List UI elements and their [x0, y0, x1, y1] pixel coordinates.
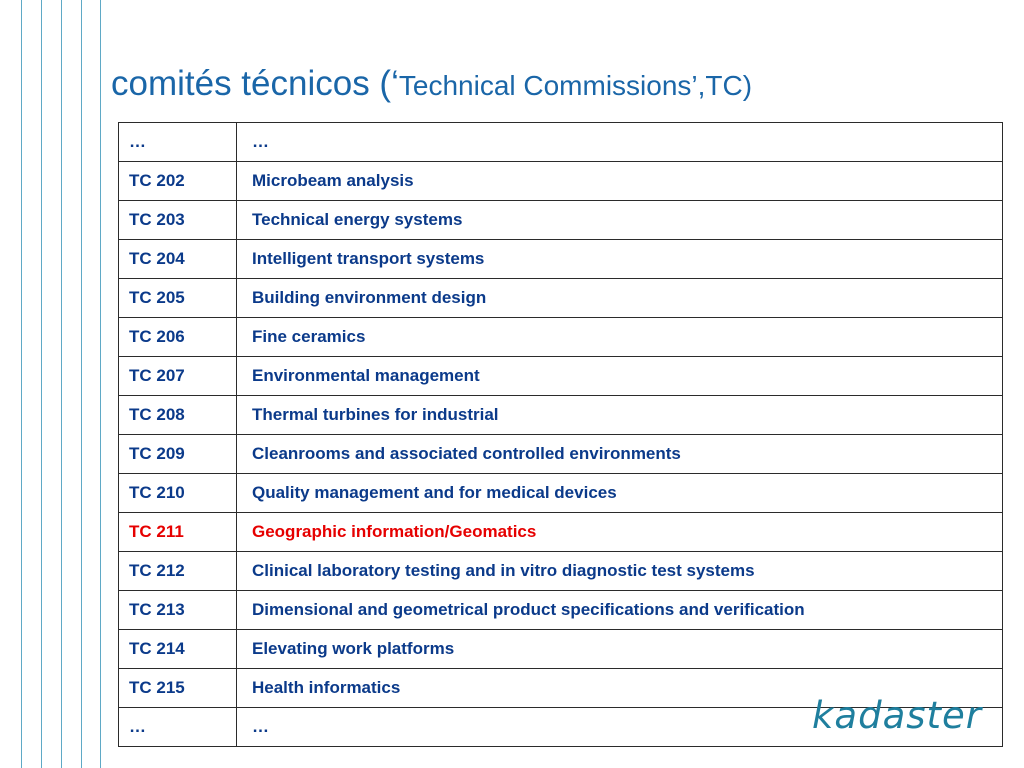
- tc-code-cell: TC 211: [119, 513, 237, 552]
- tc-name-cell: Dimensional and geometrical product specifications and verification: [237, 591, 1003, 630]
- tc-code-cell: TC 215: [119, 669, 237, 708]
- table-row: [119, 201, 1003, 240]
- tc-name-cell: …: [237, 708, 1003, 747]
- tc-code-cell: TC 204: [119, 240, 237, 279]
- tc-name-cell: Building environment design: [237, 279, 1003, 318]
- decor-line: [100, 0, 101, 768]
- tc-code-cell: …: [119, 123, 237, 162]
- decor-line: [21, 0, 22, 768]
- tc-name-cell: Microbeam analysis: [237, 162, 1003, 201]
- table-row: [119, 435, 1003, 474]
- tc-code-cell: TC 212: [119, 552, 237, 591]
- table-row: [119, 591, 1003, 630]
- tc-name-cell: Health informatics: [237, 669, 1003, 708]
- tc-name-cell: Elevating work platforms: [237, 630, 1003, 669]
- tc-code-cell: TC 208: [119, 396, 237, 435]
- tc-code-cell: TC 214: [119, 630, 237, 669]
- tc-code-cell: TC 210: [119, 474, 237, 513]
- tc-code-cell: TC 202: [119, 162, 237, 201]
- decor-line: [41, 0, 42, 768]
- table-row: [119, 630, 1003, 669]
- table-row: [119, 513, 1003, 552]
- tc-code-cell: TC 209: [119, 435, 237, 474]
- tc-name-cell: Environmental management: [237, 357, 1003, 396]
- decor-line: [81, 0, 82, 768]
- table-row: [119, 162, 1003, 201]
- tc-name-cell: Fine ceramics: [237, 318, 1003, 357]
- table-row: [119, 474, 1003, 513]
- tc-table-body: [119, 123, 1003, 747]
- tc-name-cell: Quality management and for medical devices: [237, 474, 1003, 513]
- tc-name-cell: Cleanrooms and associated controlled environments: [237, 435, 1003, 474]
- table-row: [119, 123, 1003, 162]
- tc-code-cell: TC 213: [119, 591, 237, 630]
- slide-title: [111, 66, 752, 101]
- table-row: [119, 357, 1003, 396]
- tc-code-cell: TC 206: [119, 318, 237, 357]
- tc-code-cell: TC 205: [119, 279, 237, 318]
- decor-line: [61, 0, 62, 768]
- table-row: [119, 396, 1003, 435]
- table-row: [119, 318, 1003, 357]
- table-row: [119, 552, 1003, 591]
- tc-code-cell: TC 203: [119, 201, 237, 240]
- tc-name-cell: Intelligent transport systems: [237, 240, 1003, 279]
- tc-name-cell: Technical energy systems: [237, 201, 1003, 240]
- title-sub: Technical Commissions’,TC): [398, 70, 753, 101]
- title-main: comités técnicos (‘: [111, 64, 399, 103]
- table-row: [119, 240, 1003, 279]
- kadaster-logo: kadaster: [812, 694, 983, 737]
- tc-name-cell: Thermal turbines for industrial: [237, 396, 1003, 435]
- tc-table: [118, 122, 1003, 747]
- tc-name-cell: Geographic information/Geomatics: [237, 513, 1003, 552]
- table-row: [119, 279, 1003, 318]
- tc-name-cell: …: [237, 123, 1003, 162]
- tc-code-cell: TC 207: [119, 357, 237, 396]
- tc-name-cell: Clinical laboratory testing and in vitro diagnostic test systems: [237, 552, 1003, 591]
- tc-code-cell: …: [119, 708, 237, 747]
